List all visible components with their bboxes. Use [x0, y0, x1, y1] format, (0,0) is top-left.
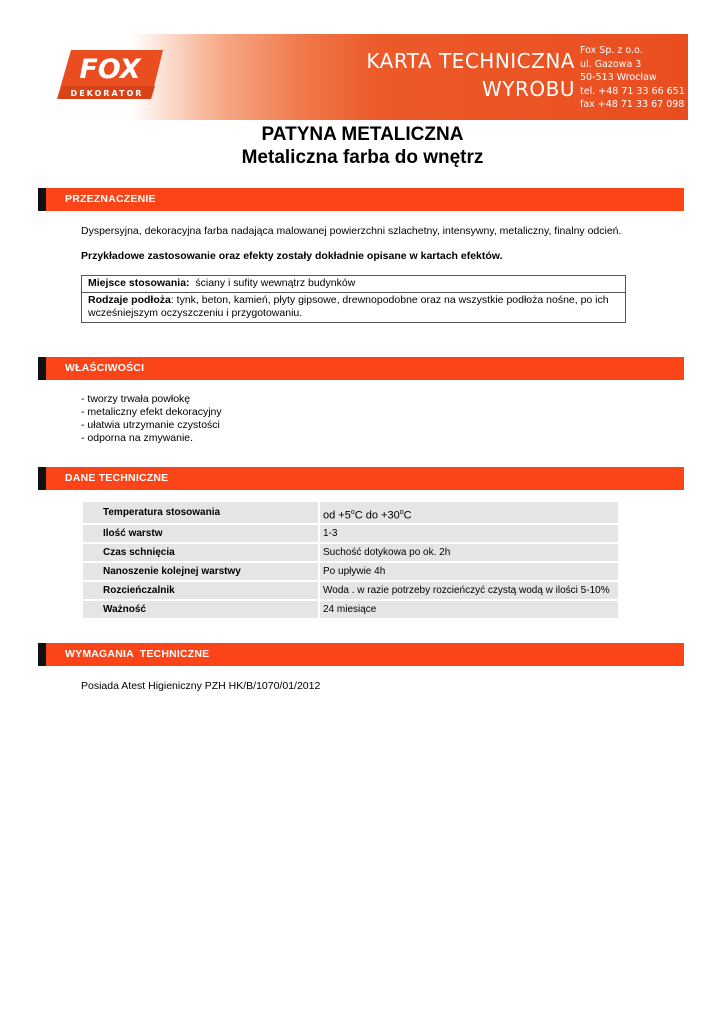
table-value: Suchość dotykowa po ok. 2h	[318, 544, 618, 561]
banner-title	[366, 47, 575, 103]
section-heading: DANE TECHNICZNE	[65, 472, 169, 484]
fox-logo	[57, 46, 163, 103]
table-key: Ważność	[83, 601, 318, 618]
description-text: Dyspersyjna, dekoracyjna farba nadająca malowanej powierzchni szlachetny, intensywny, metaliczny, finalny odcień.	[81, 225, 622, 237]
table-row	[83, 561, 618, 580]
table-row	[83, 542, 618, 561]
technical-data-table	[83, 502, 618, 618]
company-phone: tel. +48 71 33 66 651	[580, 85, 685, 97]
section-heading: WYMAGANIA TECHNICZNE	[65, 648, 210, 660]
svg-text:DEKORATOR: DEKORATOR	[70, 89, 144, 98]
company-city: 50-513 Wrocław	[580, 72, 657, 83]
usage-value: ściany i sufity wewnątrz budynków	[189, 277, 356, 289]
temp-mid: C do +30	[354, 509, 400, 522]
page-title: PATYNA METALICZNA	[261, 124, 464, 145]
usage-row-substrate	[82, 292, 625, 322]
company-name: Fox Sp. z o.o.	[580, 45, 643, 56]
table-value: Woda . w razie potrzeby rozcieńczyć czystą wodą w ilości 5-10%	[318, 582, 618, 599]
list-item: - ułatwia utrzymanie czystości	[81, 419, 220, 431]
page-subtitle: Metaliczna farba do wnętrz	[241, 147, 484, 168]
certificate-text: Posiada Atest Higieniczny PZH HK/B/1070/01/2012	[81, 680, 321, 692]
section-bar-dane-techniczne	[38, 467, 684, 490]
section-bar-przeznaczenie	[38, 188, 684, 211]
company-contact	[580, 44, 685, 112]
table-row	[83, 599, 618, 618]
section-marker	[38, 643, 46, 666]
effects-note: Przykładowe zastosowanie oraz efekty zostały dokładnie opisane w kartach efektów.	[81, 250, 503, 262]
svg-text:FOX: FOX	[79, 54, 141, 85]
usage-label: Miejsce stosowania:	[88, 277, 190, 289]
table-row	[83, 502, 618, 523]
table-row	[83, 523, 618, 542]
substrate-label: Rodzaje podłoża	[88, 294, 171, 306]
usage-row-location	[82, 276, 625, 292]
list-item: - odporna na zmywanie.	[81, 432, 194, 444]
substrate-value: : tynk, beton, kamień, płyty gipsowe, drewnopodobne oraz na wszystkie podłoża nośne, po ich wcześniejszym oczyszczeniu i przygotowaniu.	[88, 294, 609, 319]
table-key: Ilość warstw	[83, 525, 318, 542]
table-value: Po upływie 4h	[318, 563, 618, 580]
banner-title-line1: KARTA TECHNICZNA	[366, 49, 575, 73]
section-heading: WŁAŚCIWOŚCI	[65, 362, 145, 374]
table-key: Rozcieńczalnik	[83, 582, 318, 599]
section-marker	[38, 357, 46, 380]
list-item: - tworzy trwała powłokę	[81, 393, 191, 405]
table-key: Nanoszenie kolejnej warstwy	[83, 563, 318, 580]
table-row	[83, 580, 618, 599]
properties-list	[81, 393, 222, 445]
table-value: 24 miesiące	[318, 601, 618, 618]
temp-unit: C	[403, 509, 412, 522]
section-marker	[38, 188, 46, 211]
table-value: 1-3	[318, 525, 618, 542]
section-marker	[38, 467, 46, 490]
section-bar-wymagania	[38, 643, 684, 666]
temp-from: od +5	[323, 509, 351, 522]
usage-table	[81, 275, 626, 323]
table-value	[318, 502, 618, 523]
company-street: ul. Gazowa 3	[580, 58, 642, 70]
company-fax: fax +48 71 33 67 098	[580, 99, 685, 110]
table-key: Temperatura stosowania	[83, 502, 318, 523]
section-bar-wlasciwosci	[38, 357, 684, 380]
degree-mark: o	[399, 509, 404, 516]
table-key: Czas schnięcia	[83, 544, 318, 561]
degree-mark: o	[350, 509, 355, 516]
section-heading: PRZEZNACZENIE	[65, 193, 156, 205]
list-item: - metaliczny efekt dekoracyjny	[81, 406, 222, 418]
banner-title-line2: WYROBU	[482, 77, 575, 101]
